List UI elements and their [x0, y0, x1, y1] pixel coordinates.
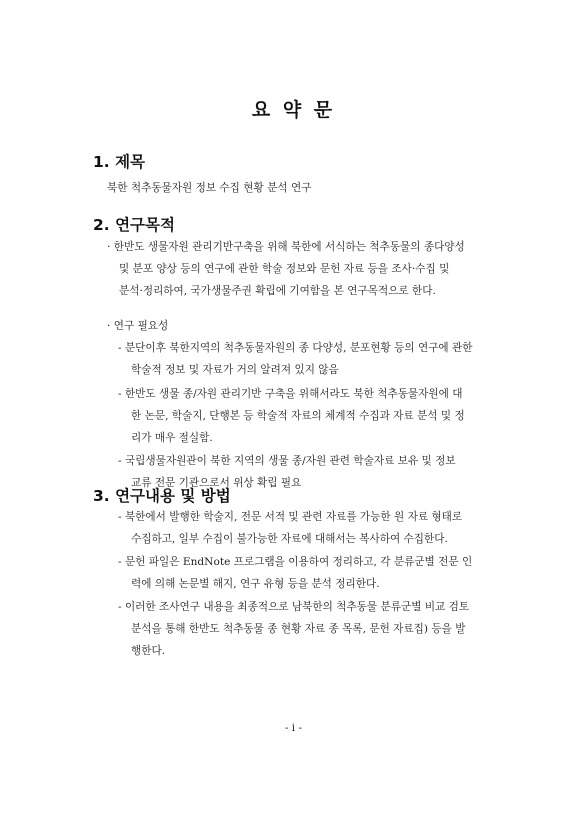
methods-line: 력에 의해 논문별 해지, 연구 유형 등을 분석 정리한다. — [131, 578, 380, 590]
methods-line: - 북한에서 발행한 학술지, 전문 서적 및 관련 자료를 가능한 원 자료 형태로 — [118, 511, 463, 523]
purpose-line: 및 분포 양상 등의 연구에 관한 학술 정보와 문헌 자료 등을 조사·수집 및 — [119, 263, 450, 275]
need-line: 리가 매우 절실함. — [131, 432, 213, 444]
need-line: - 한반도 생물 종/자원 관리기반 구축을 위해서라도 북한 척추동물자원에 대 — [118, 388, 463, 400]
need-label: · 연구 필요성 — [107, 320, 169, 332]
need-line: - 분단이후 북한지역의 척추동물자원의 종 다양성, 분포현황 등의 연구에 관한 — [118, 342, 473, 354]
methods-line: - 이러한 조사연구 내용을 최종적으로 남북한의 척추동물 분류군별 비교 검토 — [118, 601, 470, 613]
page-number: - i - — [284, 722, 303, 734]
methods-line: 수집하고, 일부 수집이 불가능한 자료에 대해서는 복사하여 수집한다. — [131, 533, 448, 545]
need-line: 한 논문, 학술지, 단행본 등 학술적 자료의 체계적 수집과 자료 분석 및 정 — [131, 410, 465, 422]
methods-line: - 문헌 파일은 EndNote 프로그램을 이용하여 정리하고, 각 분류군별 전문 인 — [118, 556, 473, 568]
study-title-text: 북한 척추동물자원 정보 수집 현황 분석 연구 — [107, 182, 312, 194]
section-heading-title: 1. 제목 — [93, 153, 146, 171]
purpose-line: · 한반도 생물자원 관리기반구축을 위해 북한에 서식하는 척추동물의 종다양성 — [107, 241, 465, 253]
section-heading-purpose: 2. 연구목적 — [93, 216, 175, 234]
need-line: 학술적 정보 및 자료가 거의 알려져 있지 않음 — [131, 364, 339, 376]
need-line: 교류 전문 기관으로서 위상 확립 필요 — [131, 477, 302, 489]
section-heading-methods: 3. 연구내용 및 방법 — [93, 487, 231, 505]
need-line: - 국립생물자원관이 북한 지역의 생물 종/자원 관련 학술자료 보유 및 정보 — [118, 455, 456, 467]
purpose-line: 분석·정리하여, 국가생물주권 확립에 기여함을 본 연구목적으로 한다. — [119, 285, 436, 297]
document-title: 요 약 문 — [251, 99, 336, 121]
methods-line: 행한다. — [131, 645, 166, 657]
methods-line: 분석을 통해 한반도 척추동물 종 현황 자료 종 목록, 문헌 자료집) 등을 발 — [131, 623, 466, 635]
